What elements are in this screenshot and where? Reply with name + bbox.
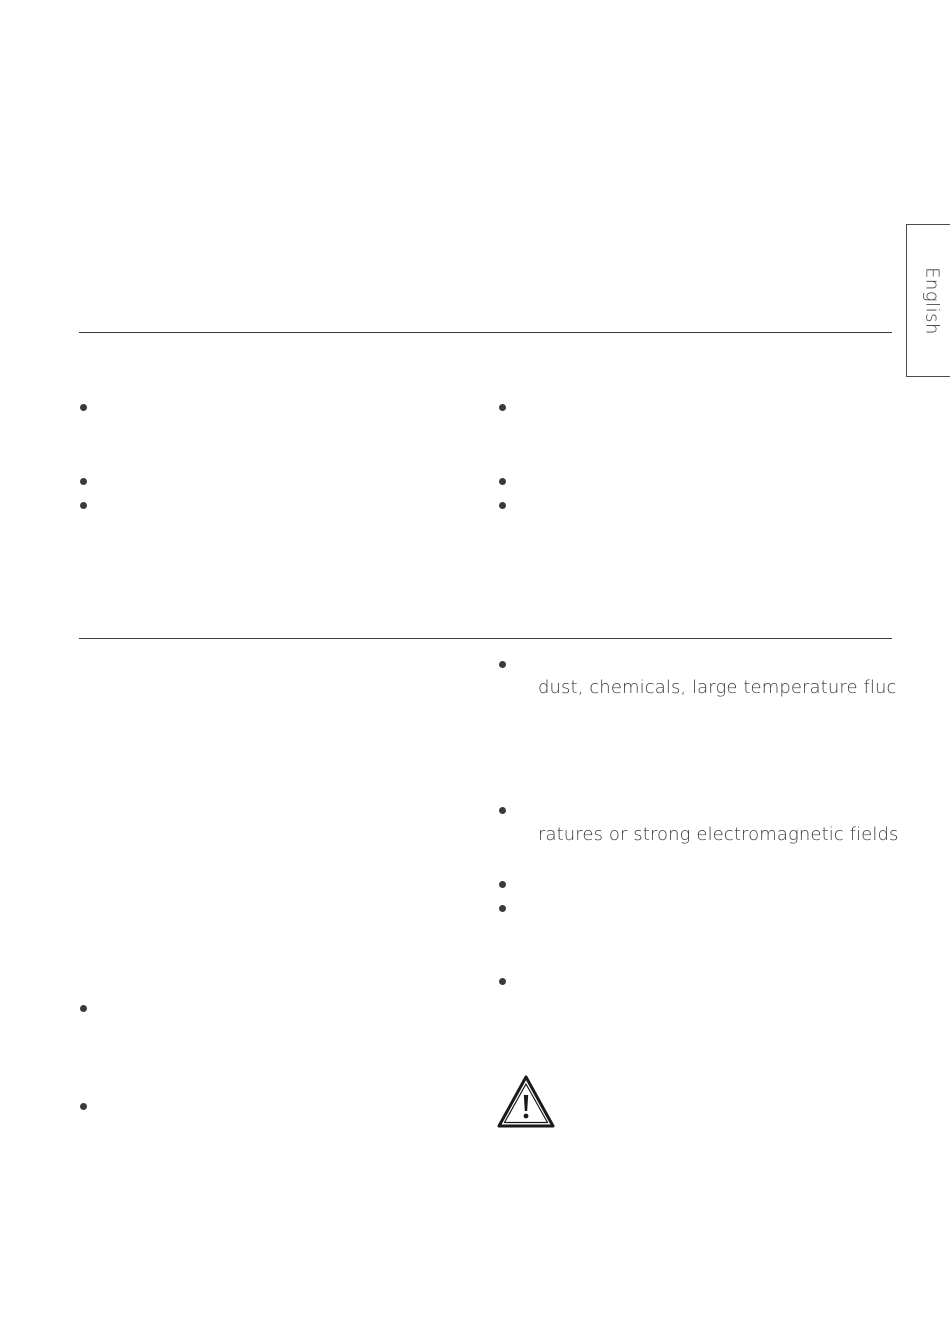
list-bullet (80, 404, 87, 411)
list-bullet (499, 807, 506, 814)
language-tab-label: English (921, 266, 942, 335)
list-bullet (499, 881, 506, 888)
list-bullet (499, 978, 506, 985)
section-2-rule (79, 638, 892, 639)
list-item-text: ratures or strong electromagnetic fields (538, 824, 899, 845)
list-bullet (499, 905, 506, 912)
list-bullet (80, 502, 87, 509)
list-bullet (499, 404, 506, 411)
section-1-rule (79, 332, 892, 333)
list-bullet (80, 478, 87, 485)
list-bullet (80, 1103, 87, 1110)
list-bullet (499, 502, 506, 509)
list-bullet (499, 478, 506, 485)
warning-triangle-icon (497, 1075, 555, 1128)
list-item-text: dust, chemicals, large temperature fluc (538, 677, 897, 698)
list-bullet (80, 1005, 87, 1012)
list-bullet (499, 661, 506, 668)
language-tab[interactable] (906, 224, 950, 377)
